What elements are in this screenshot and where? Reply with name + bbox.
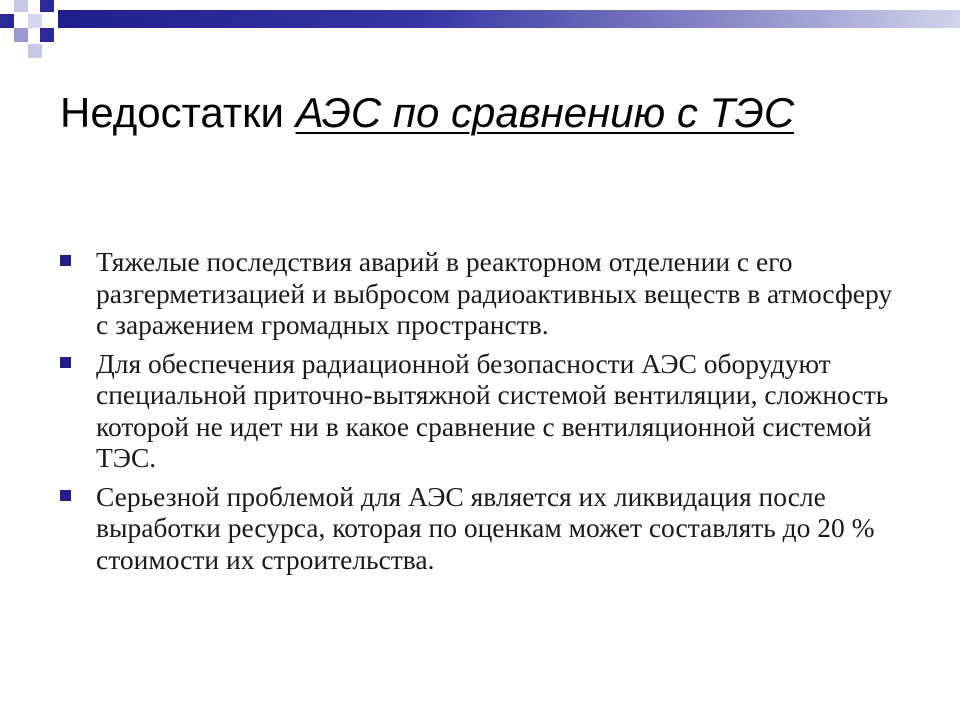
square-bullet-icon [60,255,71,266]
square-bullet-icon [60,357,71,368]
bullet-item [60,246,910,341]
deco-square [40,28,54,42]
bullet-text: Тяжелые последствия аварий в реакторном отделении с его разгерметизацией и выбросом радиоактивных веществ в атмосферу с заражением громадных пространств. [96,246,893,340]
title-emphasis: АЭС по сравнению с ТЭС [295,89,795,136]
slide-title [60,88,920,138]
title-plain: Недостатки [60,89,296,136]
deco-square [14,0,28,12]
bullet-item [60,481,910,576]
deco-square [40,0,54,12]
bullet-item [60,348,910,474]
deco-square [28,44,42,58]
corner-decoration [0,0,960,60]
bullet-text: Для обеспечения радиационной безопасности АЭС оборудуют специальной приточно-вытяжной системой вентиляции, сложность которой не идет ни в какое сравнение с вентиляционной системой ТЭС. [96,347,889,473]
deco-square [0,14,14,28]
deco-square [14,28,28,42]
bullet-text: Серьезной проблемой для АЭС является их ликвидация после выработки ресурса, которая по оценкам может составлять до 20 % стоимости их строительства. [96,480,875,575]
deco-square [28,14,42,28]
bullet-list [60,246,910,582]
header-gradient-bar [58,10,960,28]
square-bullet-icon [60,490,71,501]
